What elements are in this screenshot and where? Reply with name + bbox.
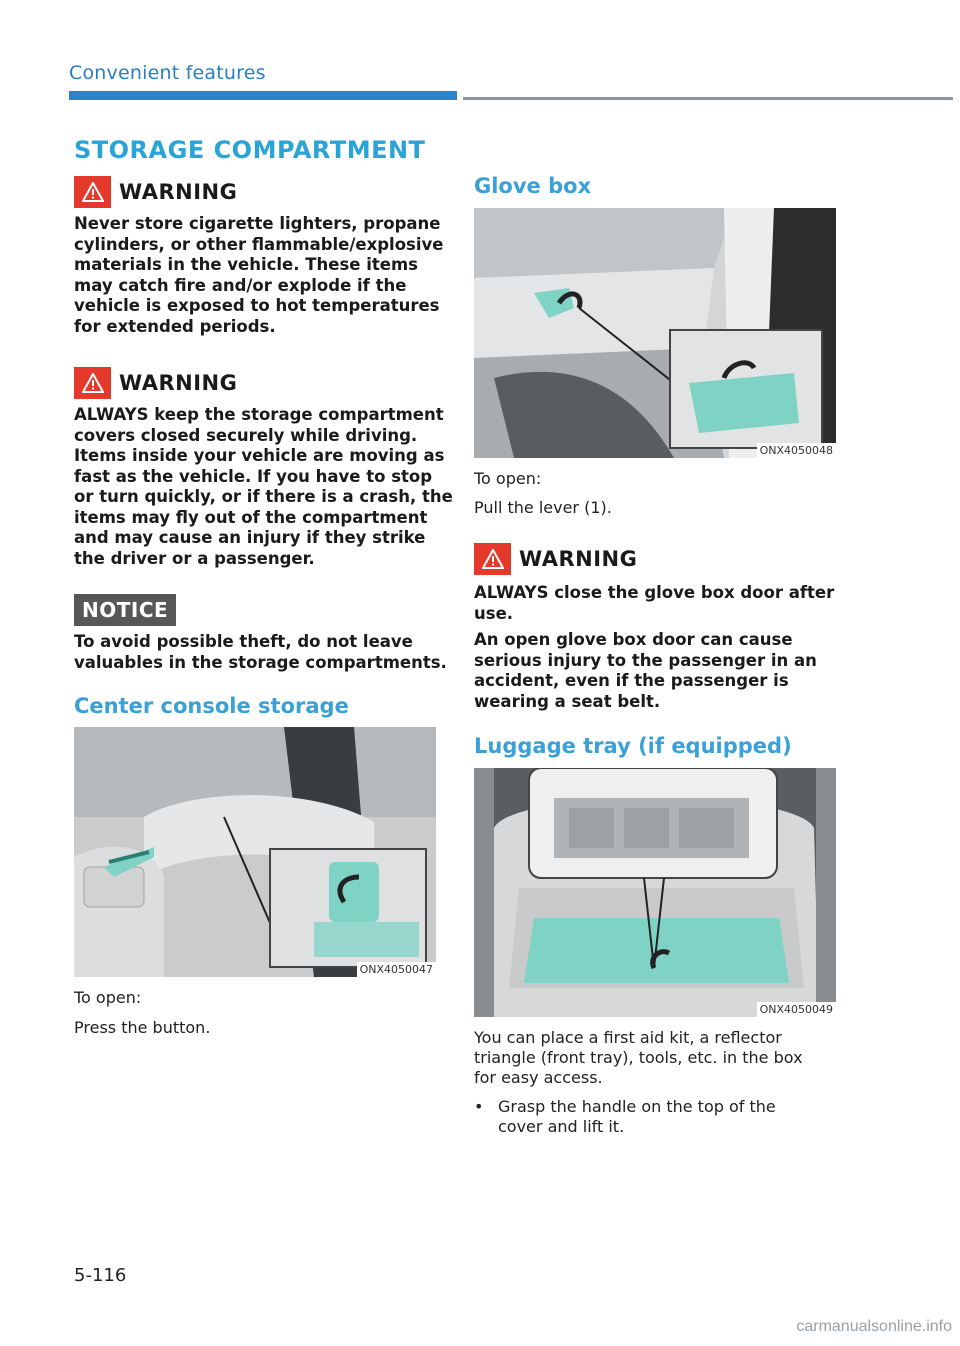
text-line: materials in the vehicle. These items: [74, 255, 418, 274]
warning-text-2: [74, 405, 453, 569]
text-line: wearing a seat belt.: [474, 691, 661, 711]
warning-heading-2: [74, 367, 237, 399]
center-console-figure: [74, 727, 436, 977]
warning-icon: [74, 176, 111, 208]
text-line: ALWAYS keep the storage compartment: [74, 405, 444, 424]
warning-icon: [74, 367, 111, 399]
glove-box-warning-text-1: [474, 583, 834, 624]
text-line: Items inside your vehicle are moving as: [74, 446, 445, 465]
text-line: covers closed securely while driving.: [74, 425, 418, 445]
luggage-tray-title: Luggage tray (if equipped): [474, 734, 792, 758]
glove-box-instruction: Pull the lever (1).: [474, 498, 612, 517]
text-line: for easy access.: [474, 1068, 603, 1087]
luggage-tray-illustration: [474, 768, 836, 1017]
glove-box-to-open: To open:: [474, 469, 542, 488]
warning-text-1: [74, 214, 443, 337]
header-accent-bar: [69, 91, 457, 100]
section-title: STORAGE COMPARTMENT: [74, 136, 426, 164]
watermark: carmanualsonline.info: [796, 1318, 952, 1335]
text-line: Never store cigarette lighters, propane: [74, 214, 441, 233]
luggage-tray-body: [474, 1028, 803, 1088]
text-line: fast as the vehicle. If you have to stop: [74, 466, 433, 486]
warning-label: WARNING: [119, 180, 238, 204]
text-line: You can place a first aid kit, a reflector: [474, 1028, 782, 1047]
text-line: vehicle is exposed to hot temperatures: [74, 296, 440, 315]
luggage-tray-bullet: [474, 1097, 776, 1137]
glove-box-figure: [474, 208, 836, 458]
center-console-instruction: Press the button.: [74, 1018, 211, 1037]
warning-heading-1: [74, 176, 237, 208]
notice-text: [74, 632, 447, 673]
page-number: 5-116: [74, 1265, 127, 1286]
figure-code: ONX4050047: [357, 962, 436, 977]
text-line: or turn quickly, or if there is a crash, the: [74, 487, 453, 506]
text-line: the driver or a passenger.: [74, 548, 315, 568]
text-line: accident, even if the passenger is: [474, 671, 789, 690]
center-console-illustration: [74, 727, 436, 977]
text-line: An open glove box door can cause: [474, 630, 793, 649]
text-line: ALWAYS close the glove box door after: [474, 583, 835, 602]
text-line: for extended periods.: [74, 316, 276, 336]
text-line: and may cause an injury if they strike: [74, 528, 426, 547]
warning-icon: [474, 543, 511, 575]
header-rule: [463, 97, 953, 100]
running-header: Convenient features: [69, 62, 266, 84]
warning-label: WARNING: [519, 547, 638, 571]
text-line: use.: [474, 603, 514, 623]
text-line: serious injury to the passenger in an: [474, 650, 817, 670]
warning-heading-3: [474, 543, 637, 575]
center-console-to-open: To open:: [74, 988, 142, 1007]
glove-box-title: Glove box: [474, 174, 592, 198]
text-line: Grasp the handle on the top of the: [498, 1097, 776, 1116]
notice-badge: NOTICE: [74, 594, 176, 626]
figure-code: ONX4050049: [757, 1002, 836, 1017]
text-line: cylinders, or other flammable/explosive: [74, 234, 444, 254]
text-line: To avoid possible theft, do not leave: [74, 632, 413, 651]
center-console-title: Center console storage: [74, 694, 349, 718]
text-line: triangle (front tray), tools, etc. in the box: [474, 1048, 803, 1067]
bullet-marker: •: [474, 1097, 484, 1116]
text-line: items may fly out of the compartment: [74, 507, 428, 527]
text-line: valuables in the storage compartments.: [74, 652, 447, 672]
warning-label: WARNING: [119, 371, 238, 395]
luggage-tray-figure: [474, 768, 836, 1017]
figure-code: ONX4050048: [757, 443, 836, 458]
text-line: may catch fire and/or explode if the: [74, 275, 407, 295]
glove-box-illustration: [474, 208, 836, 458]
glove-box-warning-text-2: [474, 630, 817, 712]
text-line: cover and lift it.: [498, 1117, 625, 1136]
